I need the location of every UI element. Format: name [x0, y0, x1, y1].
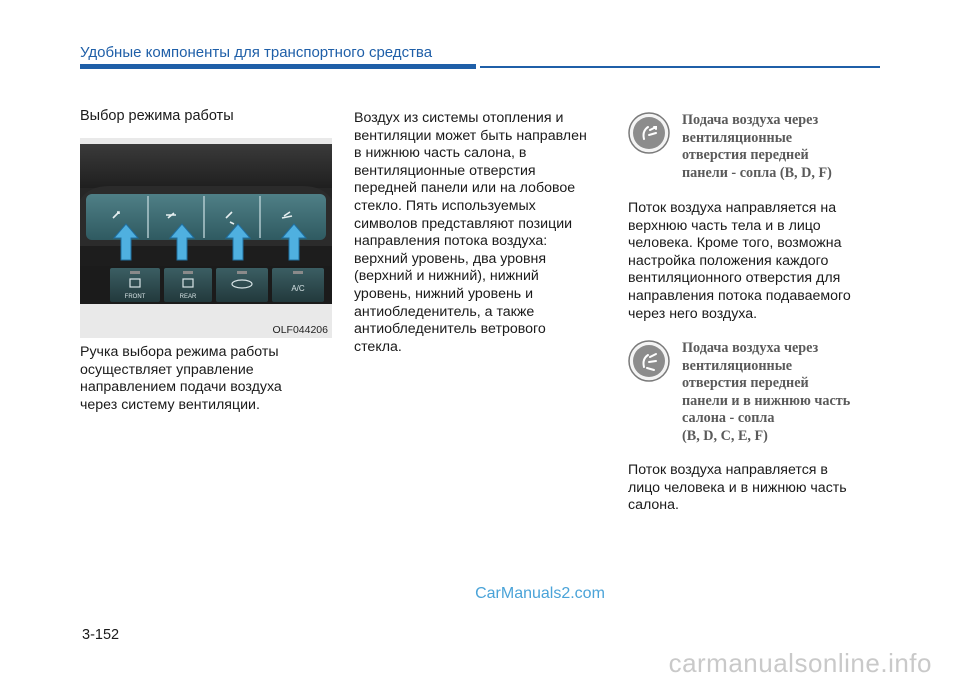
heading-line: вентиляционные [682, 129, 793, 146]
climate-panel-illustration [80, 138, 332, 338]
bi-level-vent-icon [628, 340, 670, 382]
face-vent-heading-text [682, 112, 882, 182]
climate-panel-figure [80, 138, 332, 338]
text-line: вентиляции может быть направлен [354, 127, 587, 144]
text-line: осуществляет управление [80, 361, 254, 378]
page-number: 3-152 [82, 627, 120, 643]
face-vent-icon [628, 112, 670, 154]
face-vent-paragraph [628, 200, 880, 323]
text-line: антиобледенитель, а также [354, 303, 535, 320]
text-line: через него воздуха. [628, 305, 758, 322]
rear-button-label: REAR [179, 294, 197, 300]
section-title: Выбор режима работы [80, 108, 234, 124]
heading-line: Подача воздуха через [682, 112, 819, 128]
heading-line: панели - сопла (B, D, F) [682, 164, 832, 181]
text-line: уровень, нижний уровень и [354, 285, 534, 302]
text-line: антиобледенитель ветрового [354, 321, 546, 338]
ac-button-label: A/C [291, 284, 305, 293]
heading-line: Подача воздуха через [682, 340, 819, 356]
text-line: (верхний и нижний), нижний [354, 268, 539, 285]
text-line: в нижнюю часть салона, в [354, 145, 527, 162]
heading-line: отверстия передней [682, 147, 809, 164]
text-line: стекла. [354, 338, 402, 355]
heading-line: вентиляционные [682, 357, 793, 374]
text-line: вентиляционные отверстия [354, 162, 536, 179]
text-line: вентиляционного отверстия для [628, 270, 841, 287]
text-line: стекло. Пять используемых [354, 197, 536, 214]
middle-paragraph [354, 110, 604, 356]
front-button-label: FRONT [124, 294, 146, 300]
heading-line: панели и в нижнюю часть [682, 392, 851, 409]
text-line: через систему вентиляции. [80, 396, 260, 413]
text-line: передней панели или на лобовое [354, 180, 576, 197]
text-line: символов представляют позиции [354, 215, 573, 232]
heading-line: отверстия передней [682, 375, 809, 392]
header-rule-thin [480, 66, 880, 68]
bi-level-vent-paragraph [628, 462, 880, 515]
figure-code: OLF044206 [272, 324, 328, 336]
text-line: направлением подачи воздуха [80, 379, 282, 396]
heading-line: (B, D, C, E, F) [682, 427, 768, 444]
text-line: Поток воздуха направляется на [628, 200, 837, 216]
text-line: верхний уровень, два уровня [354, 250, 547, 267]
bi-level-vent-heading-text [682, 340, 882, 446]
header-rule [80, 64, 476, 69]
watermark-link[interactable]: CarManuals2.com [475, 585, 605, 602]
text-line: Воздух из системы отопления и [354, 110, 564, 126]
text-line: направления потока воздуха: [354, 233, 548, 250]
bi-level-vent-heading [628, 340, 880, 450]
watermark-site: carmanualsonline.info [668, 648, 932, 678]
text-line: Ручка выбора режима работы [80, 344, 279, 360]
text-line: человека. Кроме того, возможна [628, 235, 842, 252]
page-header-title: Удобные компоненты для транспортного средства [80, 44, 433, 61]
text-line: настройка положения каждого [628, 252, 829, 269]
text-line: салона. [628, 497, 679, 514]
left-paragraph [80, 344, 332, 414]
text-line: Поток воздуха направляется в [628, 462, 828, 478]
text-line: лицо человека и в нижнюю часть [628, 479, 847, 496]
face-vent-heading [628, 112, 880, 186]
heading-line: салона - сопла [682, 410, 775, 427]
text-line: верхнюю часть тела и в лицо [628, 217, 821, 234]
text-line: направления потока подаваемого [628, 287, 851, 304]
